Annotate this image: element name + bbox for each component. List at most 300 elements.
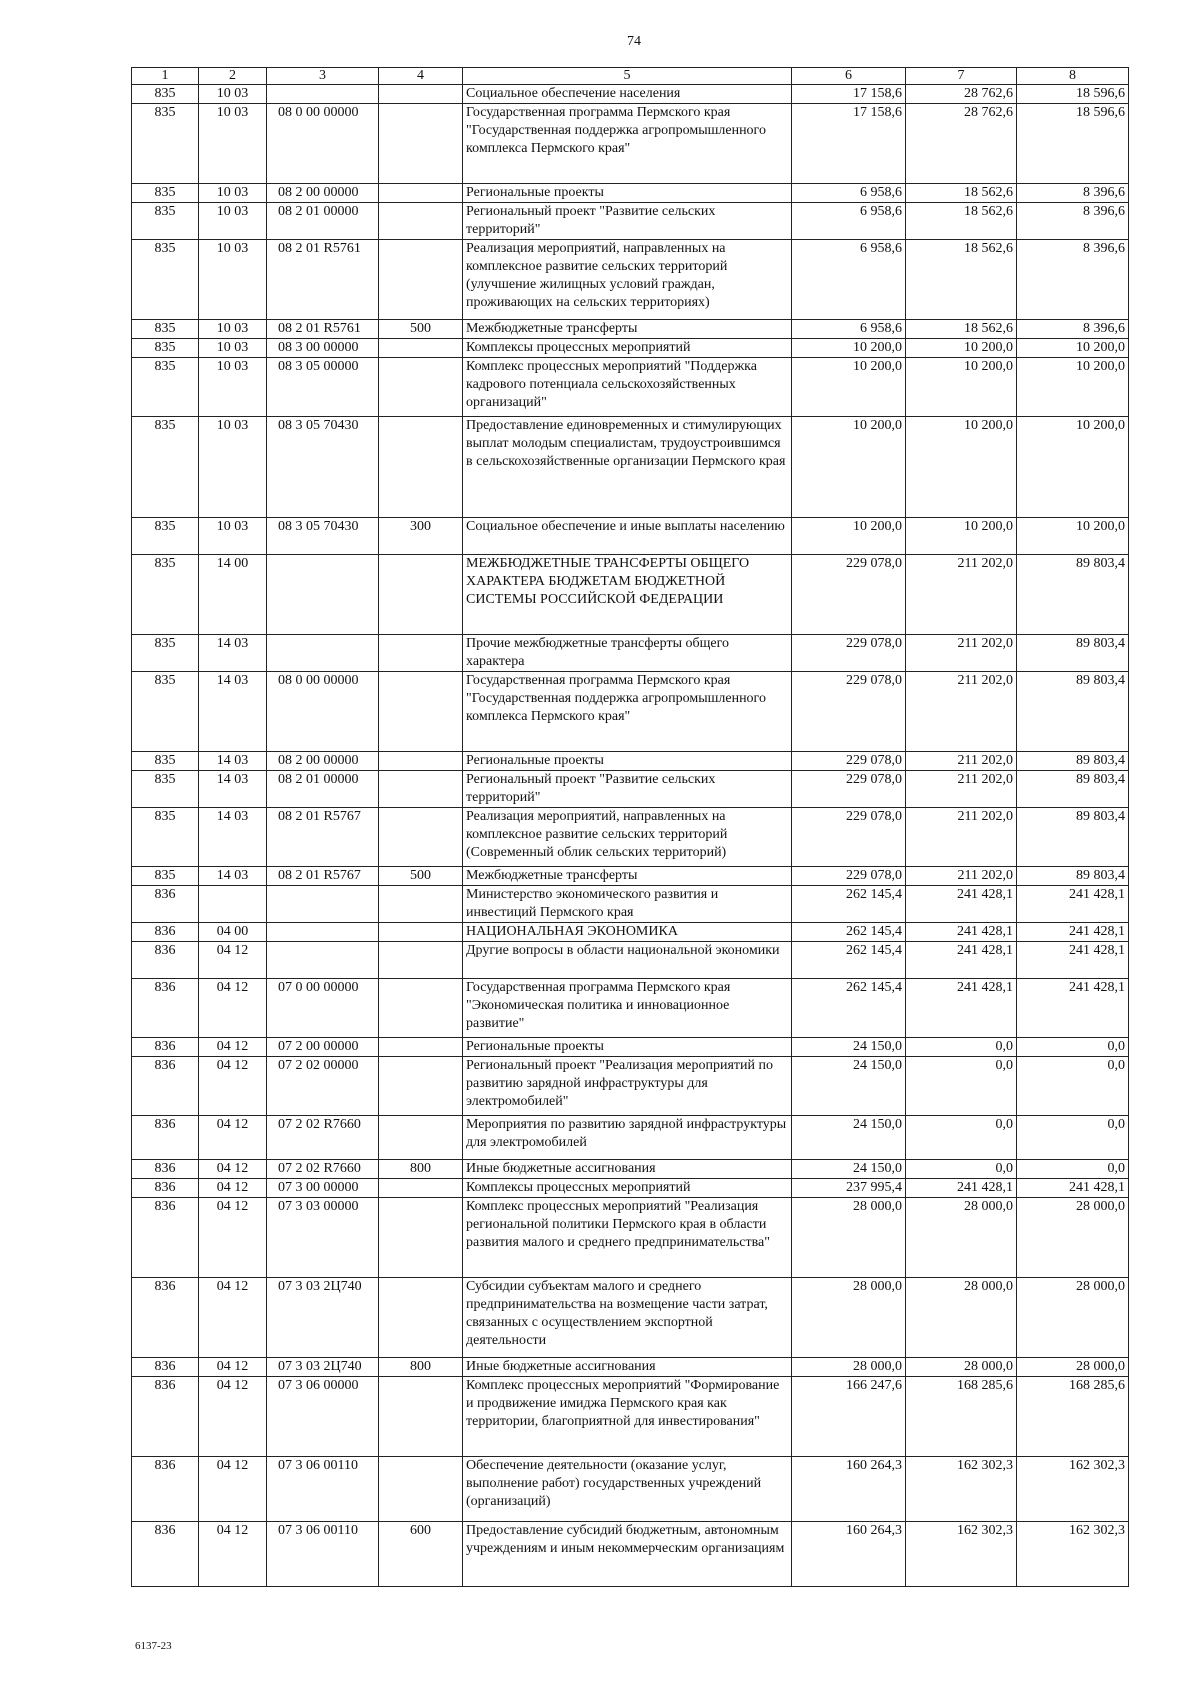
target-code-cell xyxy=(267,85,379,104)
amount-col8-cell: 8 396,6 xyxy=(1017,203,1129,240)
section-code-cell: 10 03 xyxy=(199,104,267,184)
section-code-cell: 14 03 xyxy=(199,867,267,886)
amount-col8-cell: 89 803,4 xyxy=(1017,635,1129,672)
expense-type-cell xyxy=(379,808,463,867)
item-name-cell: Социальное обеспечение и иные выплаты населению xyxy=(463,518,792,555)
section-code-cell: 14 03 xyxy=(199,672,267,752)
section-code-cell: 04 12 xyxy=(199,942,267,979)
expense-type-cell xyxy=(379,358,463,417)
section-code-cell: 14 03 xyxy=(199,635,267,672)
target-code-cell xyxy=(267,555,379,635)
admin-code-cell: 835 xyxy=(132,808,199,867)
amount-col6-cell: 262 145,4 xyxy=(792,942,906,979)
admin-code-cell: 836 xyxy=(132,1522,199,1587)
amount-col6-cell: 17 158,6 xyxy=(792,104,906,184)
amount-col8-cell: 28 000,0 xyxy=(1017,1198,1129,1278)
target-code-cell: 08 2 01 R5767 xyxy=(267,808,379,867)
admin-code-cell: 835 xyxy=(132,672,199,752)
table-row xyxy=(132,1522,1129,1587)
expense-type-cell xyxy=(379,771,463,808)
target-code-cell xyxy=(267,942,379,979)
amount-col8-cell: 89 803,4 xyxy=(1017,555,1129,635)
amount-col7-cell: 28 762,6 xyxy=(906,104,1017,184)
amount-col6-cell: 10 200,0 xyxy=(792,417,906,518)
target-code-cell: 08 3 05 00000 xyxy=(267,358,379,417)
target-code-cell: 07 3 03 00000 xyxy=(267,1198,379,1278)
amount-col8-cell: 89 803,4 xyxy=(1017,808,1129,867)
expense-type-cell: 500 xyxy=(379,867,463,886)
amount-col8-cell: 28 000,0 xyxy=(1017,1358,1129,1377)
amount-col6-cell: 24 150,0 xyxy=(792,1057,906,1116)
section-code-cell: 10 03 xyxy=(199,203,267,240)
admin-code-cell: 835 xyxy=(132,752,199,771)
amount-col7-cell: 28 000,0 xyxy=(906,1358,1017,1377)
admin-code-cell: 835 xyxy=(132,104,199,184)
footer-code: 6137-23 xyxy=(135,1640,172,1652)
target-code-cell: 08 2 01 R5761 xyxy=(267,320,379,339)
section-code-cell: 10 03 xyxy=(199,85,267,104)
expense-type-cell xyxy=(379,635,463,672)
admin-code-cell: 835 xyxy=(132,85,199,104)
amount-col6-cell: 10 200,0 xyxy=(792,358,906,417)
item-name-cell: Региональный проект "Развитие сельских территорий" xyxy=(463,203,792,240)
item-name-cell: Предоставление субсидий бюджетным, автономным учреждениям и иным некоммерческим организациям xyxy=(463,1522,792,1587)
admin-code-cell: 836 xyxy=(132,1278,199,1358)
header-row xyxy=(132,68,1129,85)
item-name-cell: Комплекс процессных мероприятий "Формирование и продвижение имиджа Пермского края как территории, благоприятной для инвестирования" xyxy=(463,1377,792,1457)
target-code-cell: 08 0 00 00000 xyxy=(267,672,379,752)
item-name-cell: НАЦИОНАЛЬНАЯ ЭКОНОМИКА xyxy=(463,923,792,942)
amount-col8-cell: 8 396,6 xyxy=(1017,240,1129,320)
target-code-cell: 08 2 01 00000 xyxy=(267,771,379,808)
amount-col8-cell: 10 200,0 xyxy=(1017,358,1129,417)
expense-type-cell xyxy=(379,979,463,1038)
amount-col7-cell: 241 428,1 xyxy=(906,886,1017,923)
expense-type-cell: 500 xyxy=(379,320,463,339)
item-name-cell: Комплексы процессных мероприятий xyxy=(463,339,792,358)
section-code-cell: 10 03 xyxy=(199,518,267,555)
amount-col6-cell: 28 000,0 xyxy=(792,1198,906,1278)
section-code-cell: 04 12 xyxy=(199,1377,267,1457)
admin-code-cell: 835 xyxy=(132,867,199,886)
table-row xyxy=(132,771,1129,808)
admin-code-cell: 836 xyxy=(132,1038,199,1057)
section-code-cell: 14 00 xyxy=(199,555,267,635)
section-code-cell: 04 12 xyxy=(199,1179,267,1198)
target-code-cell: 07 3 03 2Ц740 xyxy=(267,1358,379,1377)
table-row xyxy=(132,752,1129,771)
target-code-cell: 08 3 05 70430 xyxy=(267,417,379,518)
item-name-cell: Региональный проект "Реализация мероприятий по развитию зарядной инфраструктуры для электромобилей" xyxy=(463,1057,792,1116)
target-code-cell xyxy=(267,923,379,942)
item-name-cell: Комплекс процессных мероприятий "Поддержка кадрового потенциала сельскохозяйственных организаций" xyxy=(463,358,792,417)
section-code-cell: 04 12 xyxy=(199,1038,267,1057)
target-code-cell: 07 3 03 2Ц740 xyxy=(267,1278,379,1358)
admin-code-cell: 835 xyxy=(132,320,199,339)
expense-type-cell xyxy=(379,104,463,184)
admin-code-cell: 836 xyxy=(132,1160,199,1179)
amount-col8-cell: 241 428,1 xyxy=(1017,886,1129,923)
amount-col8-cell: 0,0 xyxy=(1017,1160,1129,1179)
target-code-cell: 07 3 06 00000 xyxy=(267,1377,379,1457)
column-header: 8 xyxy=(1017,68,1129,85)
amount-col8-cell: 168 285,6 xyxy=(1017,1377,1129,1457)
target-code-cell: 08 0 00 00000 xyxy=(267,104,379,184)
table-row xyxy=(132,1038,1129,1057)
expense-type-cell xyxy=(379,1278,463,1358)
amount-col6-cell: 237 995,4 xyxy=(792,1179,906,1198)
target-code-cell: 08 2 00 00000 xyxy=(267,184,379,203)
item-name-cell: Комплекс процессных мероприятий "Реализация региональной политики Пермского края в области развития малого и среднего предпринимательства" xyxy=(463,1198,792,1278)
amount-col6-cell: 262 145,4 xyxy=(792,979,906,1038)
amount-col7-cell: 18 562,6 xyxy=(906,320,1017,339)
expense-type-cell xyxy=(379,886,463,923)
expense-type-cell: 600 xyxy=(379,1522,463,1587)
table-row xyxy=(132,1457,1129,1522)
target-code-cell: 08 2 01 R5761 xyxy=(267,240,379,320)
section-code-cell: 14 03 xyxy=(199,771,267,808)
admin-code-cell: 836 xyxy=(132,1358,199,1377)
expense-type-cell xyxy=(379,339,463,358)
target-code-cell: 07 2 02 R7660 xyxy=(267,1116,379,1160)
target-code-cell: 07 2 02 R7660 xyxy=(267,1160,379,1179)
amount-col6-cell: 229 078,0 xyxy=(792,752,906,771)
expense-type-cell xyxy=(379,1038,463,1057)
amount-col6-cell: 229 078,0 xyxy=(792,771,906,808)
admin-code-cell: 835 xyxy=(132,635,199,672)
item-name-cell: Региональный проект "Развитие сельских территорий" xyxy=(463,771,792,808)
expense-type-cell xyxy=(379,417,463,518)
section-code-cell: 04 12 xyxy=(199,1198,267,1278)
admin-code-cell: 836 xyxy=(132,1457,199,1522)
amount-col8-cell: 0,0 xyxy=(1017,1116,1129,1160)
amount-col7-cell: 211 202,0 xyxy=(906,555,1017,635)
amount-col7-cell: 241 428,1 xyxy=(906,942,1017,979)
item-name-cell: Межбюджетные трансферты xyxy=(463,867,792,886)
column-header: 1 xyxy=(132,68,199,85)
expense-type-cell xyxy=(379,1179,463,1198)
amount-col8-cell: 18 596,6 xyxy=(1017,85,1129,104)
amount-col8-cell: 162 302,3 xyxy=(1017,1522,1129,1587)
admin-code-cell: 836 xyxy=(132,1377,199,1457)
table-row xyxy=(132,184,1129,203)
section-code-cell: 10 03 xyxy=(199,240,267,320)
amount-col7-cell: 10 200,0 xyxy=(906,339,1017,358)
expense-type-cell xyxy=(379,555,463,635)
item-name-cell: Государственная программа Пермского края "Государственная поддержка агропромышленного комплекса Пермского края" xyxy=(463,104,792,184)
table-row xyxy=(132,104,1129,184)
admin-code-cell: 835 xyxy=(132,184,199,203)
expense-type-cell xyxy=(379,203,463,240)
amount-col7-cell: 211 202,0 xyxy=(906,771,1017,808)
amount-col7-cell: 241 428,1 xyxy=(906,923,1017,942)
admin-code-cell: 835 xyxy=(132,339,199,358)
column-header: 2 xyxy=(199,68,267,85)
table-row xyxy=(132,635,1129,672)
target-code-cell: 08 3 00 00000 xyxy=(267,339,379,358)
section-code-cell: 10 03 xyxy=(199,320,267,339)
amount-col7-cell: 10 200,0 xyxy=(906,358,1017,417)
column-header: 4 xyxy=(379,68,463,85)
section-code-cell: 10 03 xyxy=(199,417,267,518)
budget-table xyxy=(131,67,1129,1587)
amount-col8-cell: 10 200,0 xyxy=(1017,339,1129,358)
amount-col6-cell: 10 200,0 xyxy=(792,518,906,555)
target-code-cell: 07 2 00 00000 xyxy=(267,1038,379,1057)
expense-type-cell xyxy=(379,1377,463,1457)
expense-type-cell: 300 xyxy=(379,518,463,555)
table-row xyxy=(132,1278,1129,1358)
item-name-cell: Реализация мероприятий, направленных на комплексное развитие сельских территорий (Современный облик сельских территорий) xyxy=(463,808,792,867)
table-row xyxy=(132,1116,1129,1160)
target-code-cell xyxy=(267,635,379,672)
item-name-cell: Иные бюджетные ассигнования xyxy=(463,1358,792,1377)
amount-col7-cell: 10 200,0 xyxy=(906,417,1017,518)
amount-col7-cell: 211 202,0 xyxy=(906,808,1017,867)
admin-code-cell: 836 xyxy=(132,942,199,979)
amount-col8-cell: 89 803,4 xyxy=(1017,771,1129,808)
amount-col6-cell: 262 145,4 xyxy=(792,886,906,923)
amount-col8-cell: 28 000,0 xyxy=(1017,1278,1129,1358)
amount-col6-cell: 229 078,0 xyxy=(792,672,906,752)
amount-col8-cell: 241 428,1 xyxy=(1017,1179,1129,1198)
item-name-cell: Субсидии субъектам малого и среднего предпринимательства на возмещение части затрат, связанных с осуществлением экспортной деятельности xyxy=(463,1278,792,1358)
target-code-cell: 07 0 00 00000 xyxy=(267,979,379,1038)
amount-col7-cell: 28 000,0 xyxy=(906,1278,1017,1358)
table-row xyxy=(132,1179,1129,1198)
section-code-cell: 10 03 xyxy=(199,358,267,417)
section-code-cell: 14 03 xyxy=(199,752,267,771)
amount-col6-cell: 229 078,0 xyxy=(792,555,906,635)
table-row xyxy=(132,320,1129,339)
item-name-cell: Предоставление единовременных и стимулирующих выплат молодым специалистам, трудоустроившимся в сельскохозяйственные организации Пермского края xyxy=(463,417,792,518)
amount-col7-cell: 162 302,3 xyxy=(906,1457,1017,1522)
amount-col8-cell: 241 428,1 xyxy=(1017,942,1129,979)
table-row xyxy=(132,417,1129,518)
admin-code-cell: 836 xyxy=(132,886,199,923)
section-code-cell: 04 12 xyxy=(199,1116,267,1160)
amount-col8-cell: 89 803,4 xyxy=(1017,752,1129,771)
expense-type-cell xyxy=(379,752,463,771)
section-code-cell: 04 12 xyxy=(199,1522,267,1587)
section-code-cell: 04 00 xyxy=(199,923,267,942)
amount-col6-cell: 24 150,0 xyxy=(792,1038,906,1057)
column-header: 5 xyxy=(463,68,792,85)
admin-code-cell: 835 xyxy=(132,358,199,417)
item-name-cell: МЕЖБЮДЖЕТНЫЕ ТРАНСФЕРТЫ ОБЩЕГО ХАРАКТЕРА БЮДЖЕТАМ БЮДЖЕТНОЙ СИСТЕМЫ РОССИЙСКОЙ ФЕДЕРАЦИИ xyxy=(463,555,792,635)
table-row xyxy=(132,979,1129,1038)
admin-code-cell: 836 xyxy=(132,1198,199,1278)
item-name-cell: Обеспечение деятельности (оказание услуг, выполнение работ) государственных учреждений (организаций) xyxy=(463,1457,792,1522)
table-row xyxy=(132,923,1129,942)
item-name-cell: Межбюджетные трансферты xyxy=(463,320,792,339)
amount-col8-cell: 18 596,6 xyxy=(1017,104,1129,184)
admin-code-cell: 836 xyxy=(132,1057,199,1116)
amount-col6-cell: 6 958,6 xyxy=(792,320,906,339)
table-row xyxy=(132,555,1129,635)
amount-col6-cell: 229 078,0 xyxy=(792,635,906,672)
target-code-cell: 08 2 01 R5767 xyxy=(267,867,379,886)
expense-type-cell xyxy=(379,184,463,203)
table-row xyxy=(132,808,1129,867)
expense-type-cell xyxy=(379,672,463,752)
target-code-cell: 07 3 00 00000 xyxy=(267,1179,379,1198)
amount-col7-cell: 0,0 xyxy=(906,1116,1017,1160)
section-code-cell: 04 12 xyxy=(199,1278,267,1358)
target-code-cell: 08 2 01 00000 xyxy=(267,203,379,240)
amount-col8-cell: 241 428,1 xyxy=(1017,979,1129,1038)
column-header: 7 xyxy=(906,68,1017,85)
item-name-cell: Региональные проекты xyxy=(463,752,792,771)
table-row xyxy=(132,339,1129,358)
table-row xyxy=(132,358,1129,417)
amount-col8-cell: 241 428,1 xyxy=(1017,923,1129,942)
section-code-cell: 04 12 xyxy=(199,1358,267,1377)
admin-code-cell: 835 xyxy=(132,518,199,555)
amount-col7-cell: 211 202,0 xyxy=(906,752,1017,771)
amount-col6-cell: 24 150,0 xyxy=(792,1160,906,1179)
amount-col7-cell: 0,0 xyxy=(906,1038,1017,1057)
amount-col8-cell: 10 200,0 xyxy=(1017,518,1129,555)
table-row xyxy=(132,867,1129,886)
item-name-cell: Прочие межбюджетные трансферты общего характера xyxy=(463,635,792,672)
expense-type-cell: 800 xyxy=(379,1358,463,1377)
expense-type-cell xyxy=(379,942,463,979)
admin-code-cell: 836 xyxy=(132,923,199,942)
amount-col7-cell: 0,0 xyxy=(906,1160,1017,1179)
table-row xyxy=(132,85,1129,104)
amount-col6-cell: 160 264,3 xyxy=(792,1457,906,1522)
item-name-cell: Комплексы процессных мероприятий xyxy=(463,1179,792,1198)
amount-col7-cell: 162 302,3 xyxy=(906,1522,1017,1587)
amount-col7-cell: 18 562,6 xyxy=(906,203,1017,240)
amount-col7-cell: 18 562,6 xyxy=(906,240,1017,320)
amount-col6-cell: 24 150,0 xyxy=(792,1116,906,1160)
section-code-cell: 10 03 xyxy=(199,339,267,358)
amount-col8-cell: 89 803,4 xyxy=(1017,672,1129,752)
section-code-cell: 14 03 xyxy=(199,808,267,867)
table-body xyxy=(132,85,1129,1587)
table-row xyxy=(132,240,1129,320)
amount-col7-cell: 211 202,0 xyxy=(906,635,1017,672)
admin-code-cell: 835 xyxy=(132,771,199,808)
amount-col7-cell: 211 202,0 xyxy=(906,867,1017,886)
section-code-cell: 04 12 xyxy=(199,1160,267,1179)
expense-type-cell xyxy=(379,85,463,104)
amount-col6-cell: 17 158,6 xyxy=(792,85,906,104)
section-code-cell: 04 12 xyxy=(199,1457,267,1522)
admin-code-cell: 835 xyxy=(132,203,199,240)
amount-col6-cell: 166 247,6 xyxy=(792,1377,906,1457)
item-name-cell: Государственная программа Пермского края "Государственная поддержка агропромышленного комплекса Пермского края" xyxy=(463,672,792,752)
amount-col6-cell: 6 958,6 xyxy=(792,184,906,203)
amount-col8-cell: 10 200,0 xyxy=(1017,417,1129,518)
table-row xyxy=(132,672,1129,752)
amount-col6-cell: 262 145,4 xyxy=(792,923,906,942)
admin-code-cell: 835 xyxy=(132,417,199,518)
item-name-cell: Другие вопросы в области национальной экономики xyxy=(463,942,792,979)
amount-col6-cell: 229 078,0 xyxy=(792,808,906,867)
amount-col7-cell: 28 000,0 xyxy=(906,1198,1017,1278)
expense-type-cell xyxy=(379,1198,463,1278)
target-code-cell: 08 2 00 00000 xyxy=(267,752,379,771)
amount-col6-cell: 6 958,6 xyxy=(792,203,906,240)
target-code-cell: 07 3 06 00110 xyxy=(267,1457,379,1522)
expense-type-cell xyxy=(379,1116,463,1160)
table-row xyxy=(132,1198,1129,1278)
amount-col7-cell: 168 285,6 xyxy=(906,1377,1017,1457)
amount-col7-cell: 211 202,0 xyxy=(906,672,1017,752)
amount-col7-cell: 28 762,6 xyxy=(906,85,1017,104)
expense-type-cell xyxy=(379,240,463,320)
table-row xyxy=(132,1057,1129,1116)
table-row xyxy=(132,942,1129,979)
admin-code-cell: 835 xyxy=(132,555,199,635)
section-code-cell: 04 12 xyxy=(199,979,267,1038)
target-code-cell: 08 3 05 70430 xyxy=(267,518,379,555)
item-name-cell: Государственная программа Пермского края "Экономическая политика и инновационное развитие" xyxy=(463,979,792,1038)
expense-type-cell xyxy=(379,923,463,942)
expense-type-cell xyxy=(379,1457,463,1522)
amount-col7-cell: 18 562,6 xyxy=(906,184,1017,203)
amount-col6-cell: 160 264,3 xyxy=(792,1522,906,1587)
admin-code-cell: 836 xyxy=(132,1179,199,1198)
amount-col8-cell: 8 396,6 xyxy=(1017,320,1129,339)
target-code-cell xyxy=(267,886,379,923)
table-row xyxy=(132,886,1129,923)
amount-col7-cell: 10 200,0 xyxy=(906,518,1017,555)
admin-code-cell: 836 xyxy=(132,1116,199,1160)
amount-col6-cell: 28 000,0 xyxy=(792,1278,906,1358)
item-name-cell: Иные бюджетные ассигнования xyxy=(463,1160,792,1179)
item-name-cell: Реализация мероприятий, направленных на комплексное развитие сельских территорий (улучшение жилищных условий граждан, проживающих на сельских территориях) xyxy=(463,240,792,320)
amount-col6-cell: 229 078,0 xyxy=(792,867,906,886)
column-header: 3 xyxy=(267,68,379,85)
amount-col6-cell: 6 958,6 xyxy=(792,240,906,320)
amount-col8-cell: 0,0 xyxy=(1017,1038,1129,1057)
admin-code-cell: 836 xyxy=(132,979,199,1038)
amount-col8-cell: 0,0 xyxy=(1017,1057,1129,1116)
target-code-cell: 07 3 06 00110 xyxy=(267,1522,379,1587)
item-name-cell: Социальное обеспечение населения xyxy=(463,85,792,104)
amount-col8-cell: 89 803,4 xyxy=(1017,867,1129,886)
item-name-cell: Мероприятия по развитию зарядной инфраструктуры для электромобилей xyxy=(463,1116,792,1160)
table-row xyxy=(132,203,1129,240)
amount-col6-cell: 10 200,0 xyxy=(792,339,906,358)
amount-col7-cell: 0,0 xyxy=(906,1057,1017,1116)
table-row xyxy=(132,518,1129,555)
target-code-cell: 07 2 02 00000 xyxy=(267,1057,379,1116)
item-name-cell: Региональные проекты xyxy=(463,184,792,203)
table-row xyxy=(132,1377,1129,1457)
section-code-cell: 04 12 xyxy=(199,1057,267,1116)
page-number: 74 xyxy=(627,34,641,49)
expense-type-cell: 800 xyxy=(379,1160,463,1179)
table-row xyxy=(132,1358,1129,1377)
amount-col8-cell: 8 396,6 xyxy=(1017,184,1129,203)
amount-col7-cell: 241 428,1 xyxy=(906,1179,1017,1198)
item-name-cell: Министерство экономического развития и инвестиций Пермского края xyxy=(463,886,792,923)
table-row xyxy=(132,1160,1129,1179)
amount-col8-cell: 162 302,3 xyxy=(1017,1457,1129,1522)
amount-col6-cell: 28 000,0 xyxy=(792,1358,906,1377)
item-name-cell: Региональные проекты xyxy=(463,1038,792,1057)
column-header: 6 xyxy=(792,68,906,85)
amount-col7-cell: 241 428,1 xyxy=(906,979,1017,1038)
admin-code-cell: 835 xyxy=(132,240,199,320)
expense-type-cell xyxy=(379,1057,463,1116)
section-code-cell: 10 03 xyxy=(199,184,267,203)
